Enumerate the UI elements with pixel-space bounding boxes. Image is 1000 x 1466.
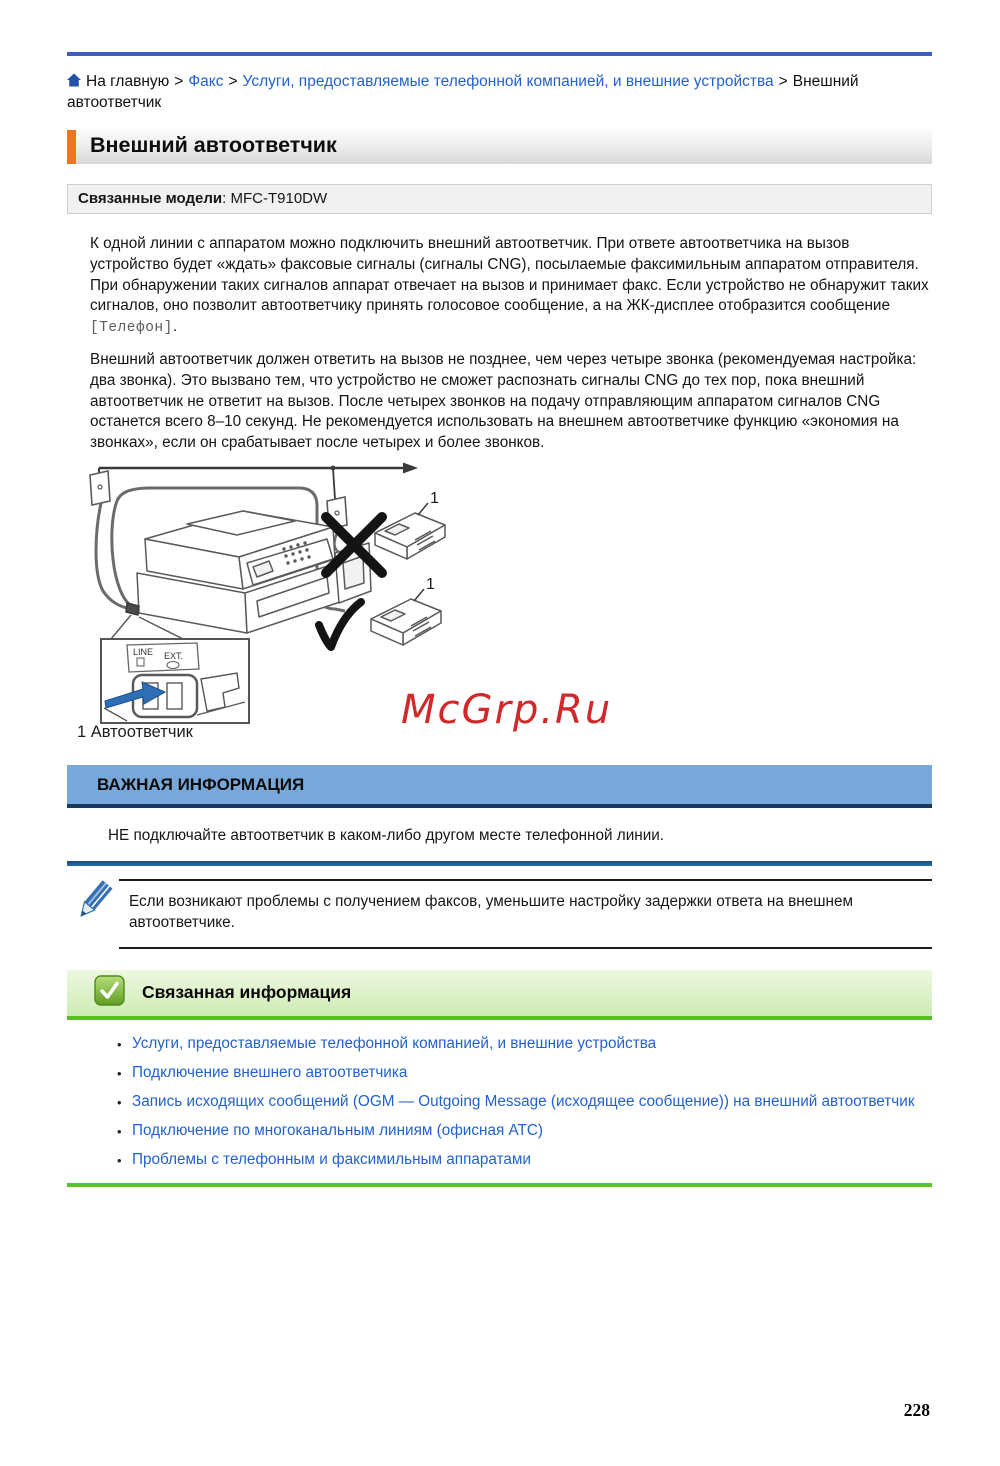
related-link-problems[interactable]: Проблемы с телефонным и факсимильным аппаратами: [132, 1150, 531, 1168]
callout-line: [414, 589, 424, 601]
bullet-icon: •: [117, 1123, 122, 1139]
related-models-colon: :: [222, 190, 231, 207]
answering-machine-icon: [371, 599, 441, 645]
phone-line-icon: [99, 462, 418, 474]
pencil-icon: [67, 879, 119, 932]
intro-text-end: .: [172, 318, 178, 336]
breadcrumb-separator: >: [228, 73, 238, 90]
manual-page: [0, 52, 1000, 1466]
port-inset-illustration: [101, 639, 249, 723]
note-text: Если возникают проблемы с получением факсов, уменьшите настройку задержки ответа на внешнем автоответчике.: [119, 879, 932, 949]
related-link-services[interactable]: Услуги, предоставляемые телефонной компанией, и внешние устройства: [132, 1034, 657, 1052]
figure-caption: 1 Автоответчик: [77, 722, 193, 741]
bullet-icon: •: [117, 1036, 122, 1052]
important-header: ВАЖНАЯ ИНФОРМАЦИЯ: [67, 765, 932, 808]
related-info-section: [67, 970, 932, 1187]
breadcrumb-home[interactable]: На главную: [86, 73, 170, 90]
related-models-box: [67, 184, 932, 214]
breadcrumb-link-services[interactable]: Услуги, предоставляемые телефонной компанией, и внешние устройства: [242, 73, 774, 90]
callout-line: [418, 503, 428, 515]
breadcrumb-separator: >: [778, 73, 788, 90]
list-item: [117, 1092, 932, 1113]
list-item: [117, 1150, 932, 1171]
jack-drop-line: [333, 468, 335, 499]
bullet-icon: •: [117, 1152, 122, 1168]
green-check-icon: [94, 975, 125, 1011]
related-links-list: [117, 1034, 932, 1171]
list-item: [117, 1121, 932, 1142]
watermark: McGrp.Ru: [401, 686, 613, 733]
breadcrumb-link-fax[interactable]: Факс: [188, 73, 224, 90]
home-icon: [67, 73, 81, 93]
related-models-label: Связанные модели: [78, 190, 223, 207]
page-number: 228: [903, 1400, 930, 1420]
callout-1-lower: 1: [426, 575, 435, 593]
lcd-message-code: [Телефон]: [90, 320, 173, 337]
bullet-icon: •: [117, 1094, 122, 1110]
wall-jack-icon: [90, 471, 110, 505]
related-link-ogm[interactable]: Запись исходящих сообщений (OGM — Outgoing Message (исходящее сообщение)) на внешний автоответчик: [132, 1092, 915, 1110]
page-content: [67, 52, 932, 1187]
second-paragraph: Внешний автоответчик должен ответить на вызов не позднее, чем через четыре звонка (рекомендуемая настройка: два звонка). Это вызвано тем, что устройство не сможет распознать сигналы CNG до тех пор, пока внешний автоответчик не ответит на вызов. После четырех звонков на подачу отправляющим аппаратом сигналов CNG останется всего 8–10 секунд. Не рекомендуется использовать на внешнем автоответчике функцию «экономия на звонках», если он срабатывает после четырех и более звонков.: [90, 350, 917, 452]
top-divider: [67, 52, 932, 56]
connection-diagram-figure: [67, 459, 932, 751]
breadcrumb-current: Внешний автоответчик: [67, 73, 859, 111]
port-label-line: LINE: [133, 646, 154, 657]
related-link-connect-tad[interactable]: Подключение внешнего автоответчика: [132, 1063, 408, 1081]
related-info-divider: [67, 1183, 932, 1187]
page-title: Внешний автоответчик: [67, 130, 932, 164]
port-label-ext: EXT.: [164, 650, 184, 661]
related-link-pbx[interactable]: Подключение по многоканальным линиям (офисная АТС): [132, 1121, 543, 1139]
intro-paragraph: [90, 234, 932, 339]
related-info-header: [67, 970, 932, 1020]
inset-callout-line: [111, 615, 131, 639]
callout-1-upper: 1: [430, 489, 439, 507]
intro-text: К одной линии с аппаратом можно подключить внешний автоответчик. При ответе автоответчика на вызов устройство будет «ждать» факсовые сигналы (сигналы CNG), посылаемые факсимильным аппаратом отправителя. При обнаружении таких сигналов аппарат отвечает на вызов и принимает факс. Если устройство не обнаружит таких сигналов, оно позволит автоответчику принять голосовое сообщение, а на ЖК-дисплее отобразится сообщение: [90, 235, 929, 315]
bullet-icon: •: [117, 1065, 122, 1081]
related-info-title: Связанная информация: [142, 982, 352, 1003]
note-section: [67, 879, 932, 949]
list-item: [117, 1034, 932, 1055]
important-section: [67, 765, 932, 866]
important-text: НЕ подключайте автоответчик в каком-либо другом месте телефонной линии.: [108, 826, 665, 844]
breadcrumb-separator: >: [174, 73, 184, 90]
important-divider: [67, 861, 932, 866]
breadcrumb: [67, 72, 932, 113]
related-models-value: MFC-T910DW: [230, 190, 328, 207]
list-item: [117, 1063, 932, 1084]
